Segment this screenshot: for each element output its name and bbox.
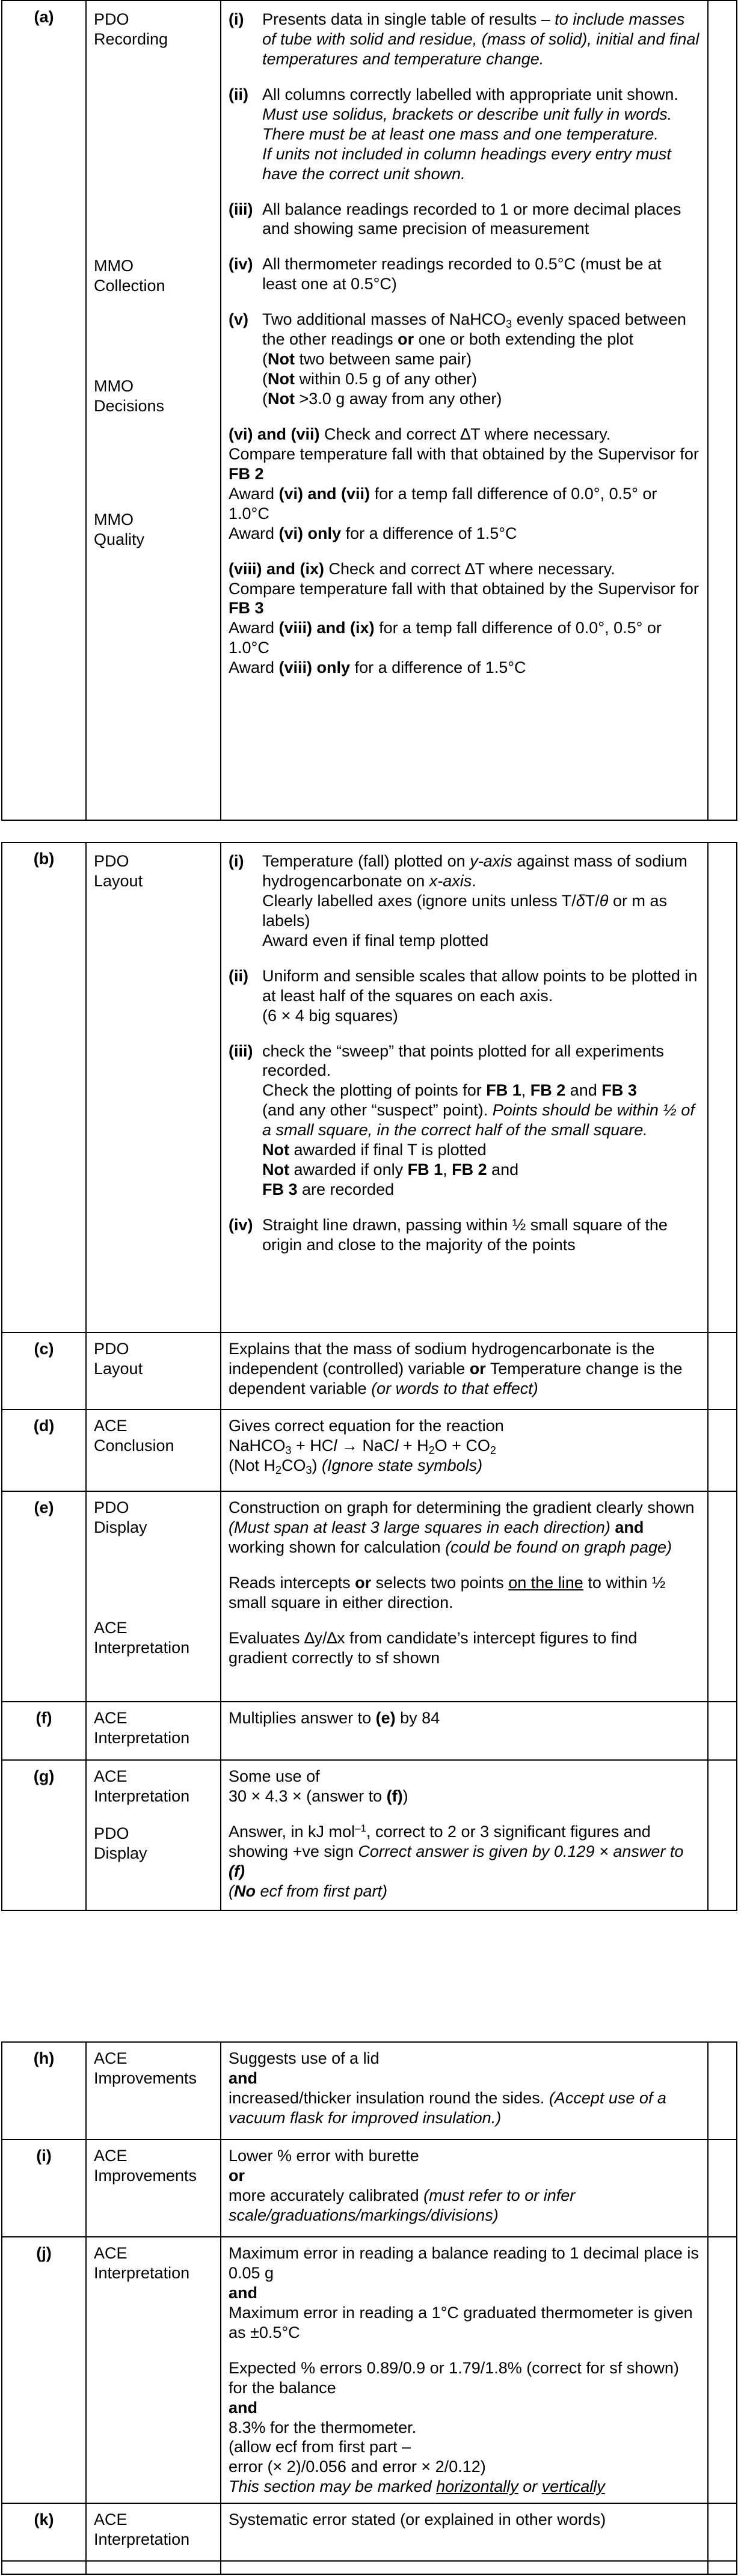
criteria-cell: Construction on graph for determining the gradient clearly shown (Must span at least 3 large squares in each direction) and working shown for calculation (could be found on graph page) Reads intercepts or selects two points on the line to within ½ small square in either direction. Evaluates ∆y/∆x from candidate’s intercept figures to find gradient correctly to sf shown [221, 1491, 708, 1702]
reaction-equation: NaHCO$_3$ + HCl → NaCl + $H_2O + CO_2$ [229, 1436, 496, 1456]
skill-cell: PDO Layout [86, 842, 221, 1332]
criterion-v: (v) Two additional masses of NaHCO$_3$ evenly spaced between the other readings or one or both extending the plot (Not two between same pair) (Not within 0.5 g of any other) (Not >3.0 g away from any other) [229, 310, 686, 408]
criteria-cell: Gives correct equation for the reaction NaHCO$_3$ + HCl → NaCl + $H_2O + CO_2$ (Not $H_2CO_3$) (Ignore state symbols) [221, 1409, 708, 1491]
skill-cell: ACE Interpretation [86, 2503, 221, 2561]
part-label: (f) [2, 1702, 86, 1760]
skill-cell: ACE Improvements [86, 2042, 221, 2139]
mark-column [708, 1332, 737, 1409]
part-label: (a) [2, 1, 86, 820]
criteria-cell: Multiplies answer to (e) by 84 [221, 1702, 708, 1760]
table-row [2, 1491, 737, 1702]
part-label: (g) [2, 1760, 86, 1910]
table-row [2, 1760, 737, 1910]
criterion-iii: (iii) All balance readings recorded to 1 or more decimal places and showing same precision of measurement [229, 200, 681, 238]
table-row [2, 1702, 737, 1760]
table-row [2, 1409, 737, 1491]
table-row [2, 2503, 737, 2561]
table-row [2, 1332, 737, 1409]
mark-column [708, 2042, 737, 2139]
skill-mmo-quality: MMO Quality [94, 511, 145, 548]
criteria-cell: Lower % error with burette or more accurately calibrated (must refer to or infer scale/graduations/markings/divisions) [221, 2139, 708, 2237]
part-label: (d) [2, 1409, 86, 1491]
skill-cell: ACE Improvements [86, 2139, 221, 2237]
mark-column [708, 1702, 737, 1760]
skill-cell: ACE Interpretation [86, 2237, 221, 2503]
criterion-i: (i) Temperature (fall) plotted on y-axis against mass of sodium hydrogencarbonate on x-axis. Clearly labelled axes (ignore units unless T/δT/θ or m as labels) Award even if final temp plotted [229, 852, 687, 949]
part-label: (e) [2, 1491, 86, 1702]
table-row [2, 842, 737, 1332]
criterion-iv: (iv) Straight line drawn, passing within ½ small square of the origin and close to the majority of the points [229, 1216, 668, 1254]
skill-pdo-recording: PDO Recording [94, 10, 168, 48]
part-label: (i) [2, 2139, 86, 2237]
criterion-i: (i) Presents data in single table of results – to include masses of tube with solid and residue, (mass of solid), initial and final temperatures and temperature change. [229, 10, 699, 68]
mark-column [708, 1, 737, 820]
criterion-ii: (ii) Uniform and sensible scales that allow points to be plotted in at least half of the squares on each axis. (6 × 4 big squares) [229, 966, 698, 1025]
table-row [2, 2237, 737, 2503]
part-label: (b) [2, 842, 86, 1332]
table-row-empty [2, 2561, 737, 2574]
criteria-cell [221, 842, 708, 1332]
criterion-vi-vii: (vi) and (vii) Check and correct ∆T where necessary. Compare temperature fall with that obtained by the Supervisor for FB 2 Award (vi) and (vii) for a temp fall difference of 0.0°, 0.5° or 1.0°C Award (vi) only for a difference of 1.5°C [229, 425, 699, 542]
mark-column [708, 2503, 737, 2561]
skill-cell: ACE Conclusion [86, 1409, 221, 1491]
criteria-cell: Suggests use of a lid and increased/thicker insulation round the sides. (Accept use of a vacuum flask for improved insulation.) [221, 2042, 708, 2139]
skill-mmo-decisions: MMO Decisions [94, 377, 165, 415]
mark-column [708, 1491, 737, 1702]
criteria-cell: Some use of 30 × 4.3 × (answer to (f)) Answer, in kJ mol$^{-1}$, correct to 2 or 3 significant figures and showing +ve sign Correct answer is given by 0.129 × answer to (f) (No ecf from first part) [221, 1760, 708, 1910]
criteria-cell: Systematic error stated (or explained in other words) [221, 2503, 708, 2561]
skill-cell [86, 1, 221, 820]
table-row [2, 2042, 737, 2139]
mark-column [708, 842, 737, 1332]
criteria-cell [221, 1, 708, 820]
mark-column [708, 1760, 737, 1910]
mark-column [708, 2237, 737, 2503]
criterion-iii: (iii) check the “sweep” that points plotted for all experiments recorded. Check the plotting of points for FB 1, FB 2 and FB 3 (and any other “suspect” point). Points should be within ½ of a small square, in the correct half of the small square. Not awarded if final T is plotted Not awarded if only FB 1, FB 2 and FB 3 are recorded [229, 1041, 695, 1199]
part-label: (k) [2, 2503, 86, 2561]
criterion-viii-ix: (viii) and (ix) Check and correct ∆T where necessary. Compare temperature fall with that obtained by the Supervisor for FB 3 Award (viii) and (ix) for a temp fall difference of 0.0°, 0.5° or 1.0°C Award (viii) only for a difference of 1.5°C [229, 559, 699, 677]
mark-column [708, 1409, 737, 1491]
criteria-cell: Maximum error in reading a balance reading to 1 decimal place is 0.05 g and Maximum error in reading a 1°C graduated thermometer is given as ±0.5°C Expected % errors 0.89/0.9 or 1.79/1.8% (correct for sf shown) for the balance and 8.3% for the thermometer. (allow ecf from first part – error (× 2)/0.056 and error × 2/0.12) This section may be marked horizontally or vertically [221, 2237, 708, 2503]
skill-cell: ACE Interpretation [86, 1702, 221, 1760]
mark-scheme-table-a [1, 0, 737, 821]
mark-scheme-table-b-g [1, 842, 737, 1911]
part-label: (c) [2, 1332, 86, 1409]
criteria-cell: Explains that the mass of sodium hydrogencarbonate is the independent (controlled) variable or Temperature change is the dependent variable (or words to that effect) [221, 1332, 708, 1409]
part-label: (h) [2, 2042, 86, 2139]
table-row [2, 1, 737, 820]
criterion-iv: (iv) All thermometer readings recorded to 0.5°C (must be at least one at 0.5°C) [229, 255, 662, 293]
skill-cell: PDO Layout [86, 1332, 221, 1409]
mark-column [708, 2139, 737, 2237]
mark-scheme-table-h-k [1, 2041, 737, 2575]
table-row [2, 2139, 737, 2237]
skill-mmo-collection: MMO Collection [94, 257, 165, 295]
part-label: (j) [2, 2237, 86, 2503]
skill-cell: PDO Display ACE Interpretation [86, 1491, 221, 1702]
criterion-ii: (ii) All columns correctly labelled with appropriate unit shown. Must use solidus, brackets or describe unit fully in words. There must be at least one mass and one temperature. If units not included in column headings every entry must have the correct unit shown. [229, 85, 678, 183]
skill-cell: ACE Interpretation PDO Display [86, 1760, 221, 1910]
